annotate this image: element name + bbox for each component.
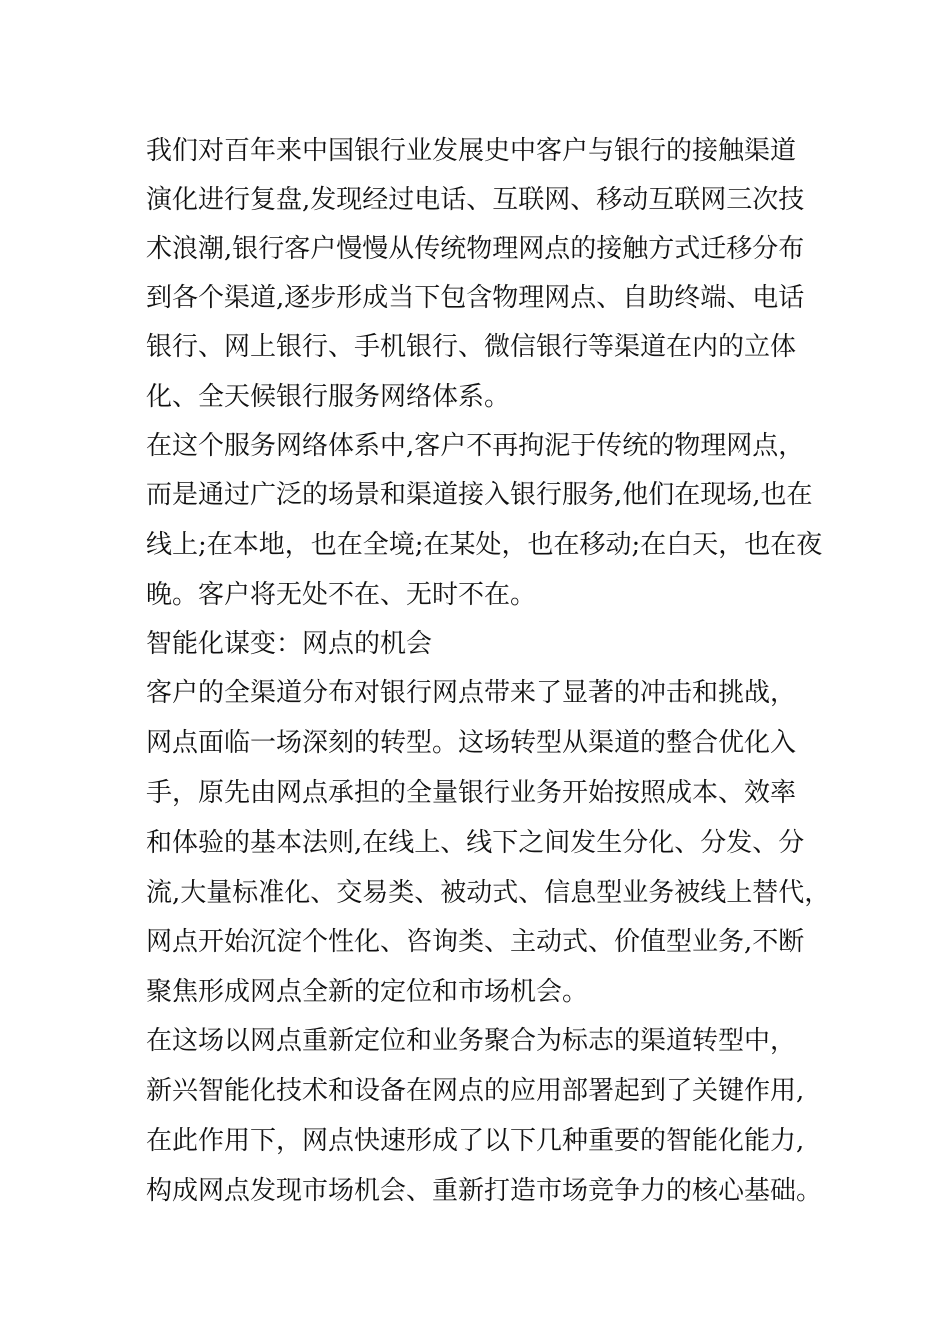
text-line: 网点开始沉淀个性化、咨询类、主动式、价值型业务,不断 <box>146 927 805 957</box>
text-line: 构成网点发现市场机会、重新打造市场竞争力的核心基础。 <box>146 1176 823 1206</box>
text-line: 银行、网上银行、手机银行、微信银行等渠道在内的立体 <box>146 332 797 362</box>
text-line: 而是通过广泛的场景和渠道接入银行服务,他们在现场,也在 <box>146 480 813 510</box>
text-line: 客户的全渠道分布对银行网点带来了显著的冲击和挑战， <box>146 678 797 708</box>
text-line: 和体验的基本法则,在线上、线下之间发生分化、分发、分 <box>146 828 805 858</box>
text-line: 在此作用下，网点快速形成了以下几种重要的智能化能力, <box>146 1126 805 1156</box>
section-heading: 智能化谋变：网点的机会 <box>146 629 433 659</box>
text-line: 在这场以网点重新定位和业务聚合为标志的渠道转型中， <box>146 1026 797 1056</box>
text-line: 术浪潮,银行客户慢慢从传统物理网点的接触方式迁移分布 <box>146 234 805 264</box>
text-line: 在这个服务网络体系中,客户不再拘泥于传统的物理网点， <box>146 431 805 461</box>
text-line: 晚。客户将无处不在、无时不在。 <box>146 580 537 610</box>
text-line: 流,大量标准化、交易类、被动式、信息型业务被线上替代， <box>146 878 831 908</box>
text-line: 新兴智能化技术和设备在网点的应用部署起到了关键作用, <box>146 1076 805 1106</box>
text-line: 手，原先由网点承担的全量银行业务开始按照成本、效率 <box>146 778 797 808</box>
text-line: 聚焦形成网点全新的定位和市场机会。 <box>146 977 589 1007</box>
text-line: 我们对百年来中国银行业发展史中客户与银行的接触渠道 <box>146 136 797 166</box>
text-line: 线上;在本地，也在全境;在某处，也在移动;在白天，也在夜 <box>146 530 823 560</box>
text-line: 网点面临一场深刻的转型。这场转型从渠道的整合优化入 <box>146 728 797 758</box>
text-line: 演化进行复盘,发现经过电话、互联网、移动互联网三次技 <box>146 185 805 215</box>
text-line: 到各个渠道,逐步形成当下包含物理网点、自助终端、电话 <box>146 283 805 313</box>
text-line: 化、全天候银行服务网络体系。 <box>146 382 511 412</box>
